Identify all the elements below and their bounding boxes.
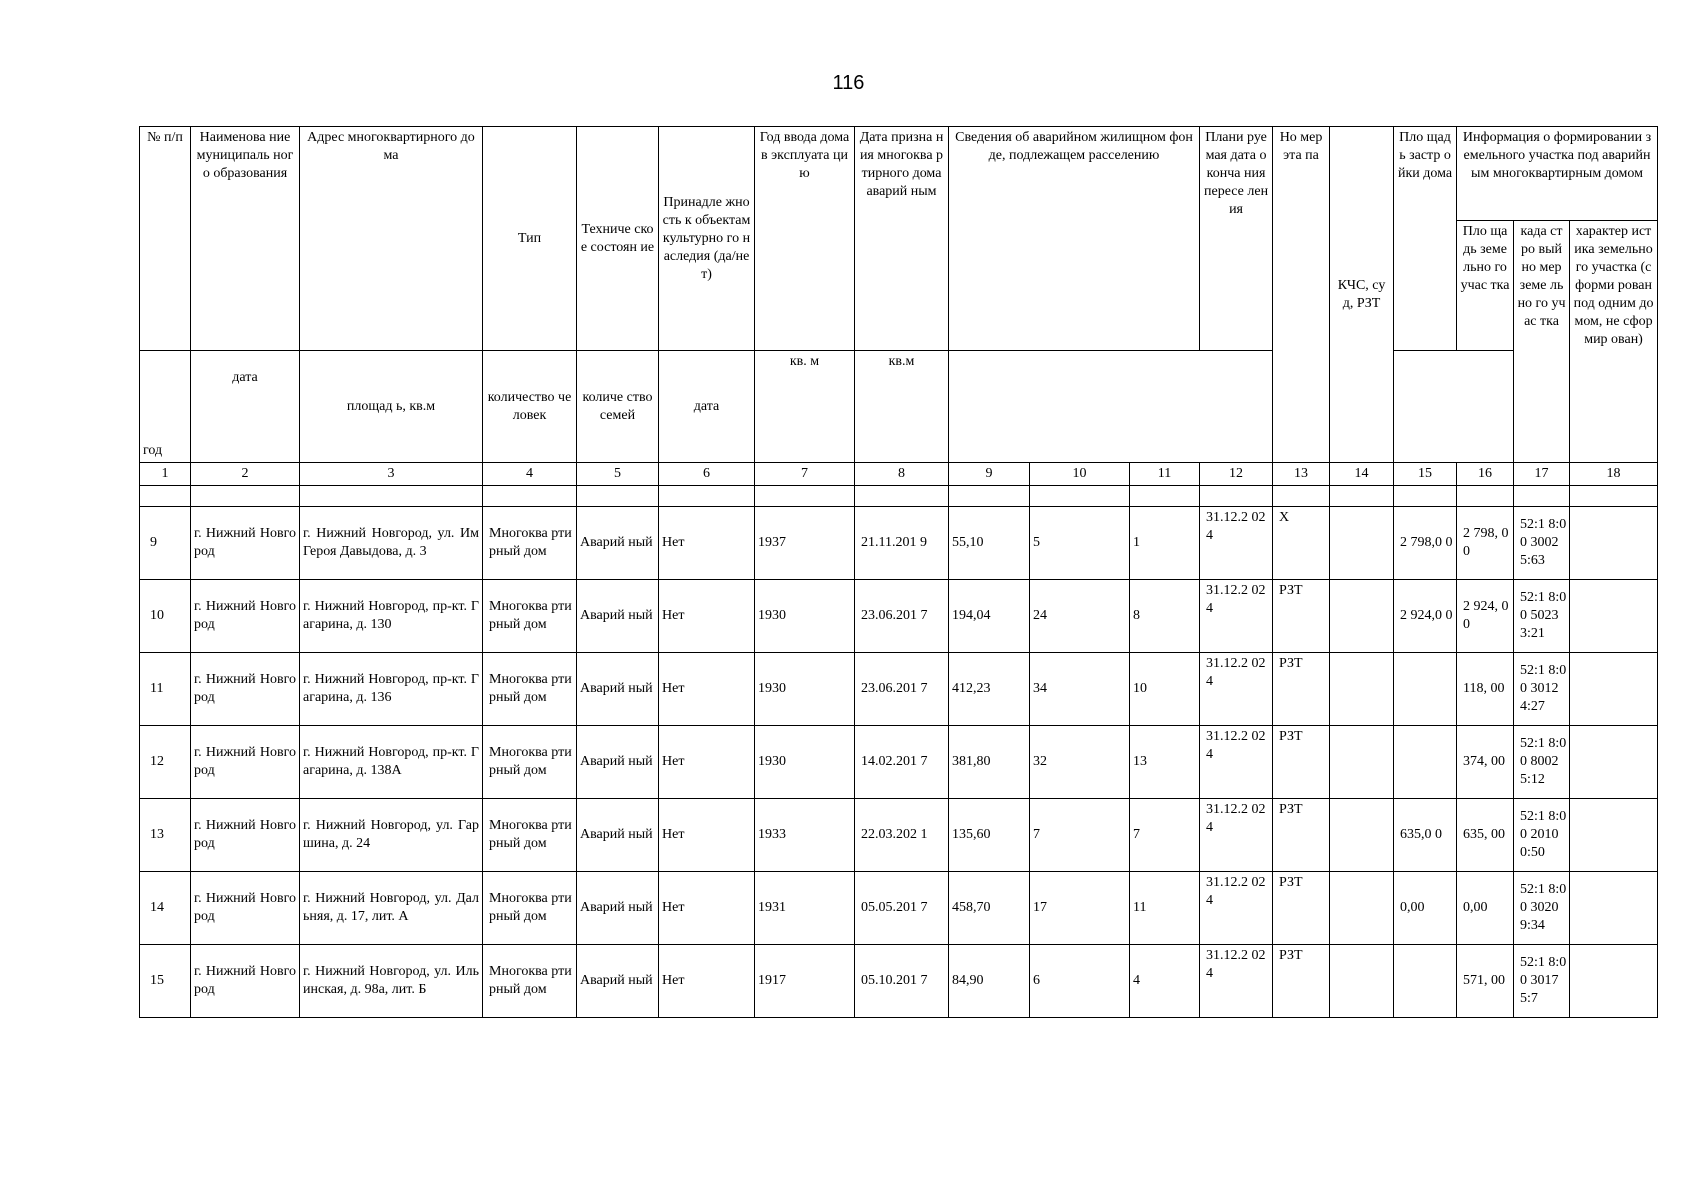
column-number: 12 — [1200, 463, 1273, 486]
header-build-area-unit: кв. м — [755, 351, 855, 463]
stage-cell: РЗТ — [1273, 580, 1330, 653]
date-recognized-cell: 23.06.201 7 — [855, 653, 949, 726]
address-cell: г. Нижний Новгород, ул. Им Героя Давыдова, д. 3 — [300, 507, 483, 580]
column-number: 13 — [1273, 463, 1330, 486]
kchs-cell — [1330, 799, 1394, 872]
header-condition: Техниче ское состоян ие — [577, 127, 659, 351]
column-number: 6 — [659, 463, 755, 486]
kchs-cell — [1330, 872, 1394, 945]
land-char-cell — [1570, 507, 1658, 580]
header-planned-date: Плани руемая дата оконча ния пересе ления — [1200, 127, 1273, 351]
people-cell: 5 — [1030, 507, 1130, 580]
address-cell: г. Нижний Новгород, пр-кт. Гагарина, д. 136 — [300, 653, 483, 726]
condition-cell: Аварий ный — [577, 507, 659, 580]
people-cell: 6 — [1030, 945, 1130, 1018]
date-recognized-cell: 23.06.201 7 — [855, 580, 949, 653]
land-char-cell — [1570, 726, 1658, 799]
land-char-cell — [1570, 580, 1658, 653]
table-row — [140, 945, 1658, 1018]
area-cell: 194,04 — [949, 580, 1030, 653]
header-build-area: Пло щадь застр ойки дома — [1394, 127, 1457, 351]
type-cell: Многоква ртирный дом — [483, 507, 577, 580]
cadastral-cell: 52:1 8:00 3002 5:63 — [1514, 507, 1570, 580]
land-char-cell — [1570, 872, 1658, 945]
header-land-area: Пло щадь земе льно го учас тка — [1457, 221, 1514, 351]
kchs-cell — [1330, 726, 1394, 799]
land-area-cell: 0,00 — [1457, 872, 1514, 945]
year-cell: 1937 — [755, 507, 855, 580]
kchs-cell — [1330, 945, 1394, 1018]
stage-cell: РЗТ — [1273, 726, 1330, 799]
planned-date-cell: 31.12.2 024 — [1200, 653, 1273, 726]
build-area-cell — [1394, 726, 1457, 799]
column-number: 14 — [1330, 463, 1394, 486]
header-land-area-unit: кв.м — [855, 351, 949, 463]
municipality-cell: г. Нижний Новгород — [191, 653, 300, 726]
column-number: 16 — [1457, 463, 1514, 486]
land-area-cell: 571, 00 — [1457, 945, 1514, 1018]
table-row — [140, 507, 1658, 580]
header-land-char: характер истика земельно го участка (сформи рован под одним домом, не сформир ован) — [1570, 221, 1658, 463]
planned-date-cell: 31.12.2 024 — [1200, 507, 1273, 580]
year-cell: 1931 — [755, 872, 855, 945]
condition-cell: Аварий ный — [577, 653, 659, 726]
families-cell: 4 — [1130, 945, 1200, 1018]
header-year-unit: год — [140, 351, 191, 463]
people-cell: 34 — [1030, 653, 1130, 726]
planned-date-cell: 31.12.2 024 — [1200, 945, 1273, 1018]
kchs-cell — [1330, 653, 1394, 726]
land-area-cell: 635, 00 — [1457, 799, 1514, 872]
table-row — [140, 872, 1658, 945]
address-cell: г. Нижний Новгород, ул. Ильинская, д. 98а, лит. Б — [300, 945, 483, 1018]
date-recognized-cell: 22.03.202 1 — [855, 799, 949, 872]
planned-date-cell: 31.12.2 024 — [1200, 726, 1273, 799]
planned-date-cell: 31.12.2 024 — [1200, 580, 1273, 653]
column-number: 1 — [140, 463, 191, 486]
year-cell: 1930 — [755, 653, 855, 726]
type-cell: Многоква ртирный дом — [483, 799, 577, 872]
cadastral-cell: 52:1 8:00 3020 9:34 — [1514, 872, 1570, 945]
date-recognized-cell: 14.02.201 7 — [855, 726, 949, 799]
header-area: площад ь, кв.м — [300, 351, 483, 463]
header-families: количе ство семей — [577, 351, 659, 463]
table-row — [140, 580, 1658, 653]
stage-cell: РЗТ — [1273, 945, 1330, 1018]
families-cell: 1 — [1130, 507, 1200, 580]
area-cell: 458,70 — [949, 872, 1030, 945]
table-header — [140, 127, 1658, 507]
families-cell: 13 — [1130, 726, 1200, 799]
build-area-cell: 2 798,0 0 — [1394, 507, 1457, 580]
families-cell: 7 — [1130, 799, 1200, 872]
municipality-cell: г. Нижний Новгород — [191, 945, 300, 1018]
column-number: 8 — [855, 463, 949, 486]
column-number: 2 — [191, 463, 300, 486]
heritage-cell: Нет — [659, 653, 755, 726]
municipality-cell: г. Нижний Новгород — [191, 872, 300, 945]
area-cell: 412,23 — [949, 653, 1030, 726]
emergency-housing-table — [139, 126, 1658, 1018]
condition-cell: Аварий ный — [577, 580, 659, 653]
land-char-cell — [1570, 653, 1658, 726]
cadastral-cell: 52:1 8:00 3017 5:7 — [1514, 945, 1570, 1018]
header-date-unit: дата — [191, 351, 300, 463]
column-number: 17 — [1514, 463, 1570, 486]
cadastral-cell: 52:1 8:00 2010 0:50 — [1514, 799, 1570, 872]
heritage-cell: Нет — [659, 799, 755, 872]
heritage-cell: Нет — [659, 726, 755, 799]
column-number: 4 — [483, 463, 577, 486]
municipality-cell: г. Нижний Новгород — [191, 799, 300, 872]
address-cell: г. Нижний Новгород, ул. Дальняя, д. 17, лит. А — [300, 872, 483, 945]
header-kchs: КЧС, суд, РЗТ — [1330, 127, 1394, 463]
build-area-cell: 2 924,0 0 — [1394, 580, 1457, 653]
header-planned-date-unit: дата — [659, 351, 755, 463]
stage-cell: РЗТ — [1273, 799, 1330, 872]
stage-cell: X — [1273, 507, 1330, 580]
date-recognized-cell: 05.05.201 7 — [855, 872, 949, 945]
municipality-cell: г. Нижний Новгород — [191, 507, 300, 580]
header-housing-info: Сведения об аварийном жилищном фонде, подлежащем расселению — [949, 127, 1200, 351]
land-char-cell — [1570, 799, 1658, 872]
row-number: 12 — [140, 726, 191, 799]
year-cell: 1930 — [755, 726, 855, 799]
table-row — [140, 799, 1658, 872]
land-area-cell: 374, 00 — [1457, 726, 1514, 799]
header-stage: Но мер эта па — [1273, 127, 1330, 463]
year-cell: 1933 — [755, 799, 855, 872]
column-number: 10 — [1030, 463, 1130, 486]
column-number: 7 — [755, 463, 855, 486]
land-area-cell: 2 924, 00 — [1457, 580, 1514, 653]
heritage-cell: Нет — [659, 507, 755, 580]
families-cell: 11 — [1130, 872, 1200, 945]
condition-cell: Аварий ный — [577, 872, 659, 945]
stage-cell: РЗТ — [1273, 653, 1330, 726]
area-cell: 135,60 — [949, 799, 1030, 872]
build-area-cell: 635,0 0 — [1394, 799, 1457, 872]
header-type: Тип — [483, 127, 577, 351]
heritage-cell: Нет — [659, 580, 755, 653]
area-cell: 84,90 — [949, 945, 1030, 1018]
kchs-cell — [1330, 507, 1394, 580]
column-number: 5 — [577, 463, 659, 486]
kchs-cell — [1330, 580, 1394, 653]
type-cell: Многоква ртирный дом — [483, 580, 577, 653]
area-cell: 55,10 — [949, 507, 1030, 580]
address-cell: г. Нижний Новгород, ул. Гаршина, д. 24 — [300, 799, 483, 872]
header-year: Год ввода дома в эксплуата цию — [755, 127, 855, 351]
type-cell: Многоква ртирный дом — [483, 872, 577, 945]
date-recognized-cell: 05.10.201 7 — [855, 945, 949, 1018]
year-cell: 1930 — [755, 580, 855, 653]
heritage-cell: Нет — [659, 945, 755, 1018]
land-area-cell: 2 798, 00 — [1457, 507, 1514, 580]
row-number: 13 — [140, 799, 191, 872]
cadastral-cell: 52:1 8:00 8002 5:12 — [1514, 726, 1570, 799]
row-number: 9 — [140, 507, 191, 580]
build-area-cell: 0,00 — [1394, 872, 1457, 945]
row-number: 10 — [140, 580, 191, 653]
type-cell: Многоква ртирный дом — [483, 726, 577, 799]
planned-date-cell: 31.12.2 024 — [1200, 799, 1273, 872]
build-area-cell — [1394, 945, 1457, 1018]
row-number: 11 — [140, 653, 191, 726]
header-cadastral: када стро вый но мер земе льно го учас тка — [1514, 221, 1570, 463]
people-cell: 24 — [1030, 580, 1130, 653]
address-cell: г. Нижний Новгород, пр-кт. Гагарина, д. 138А — [300, 726, 483, 799]
municipality-cell: г. Нижний Новгород — [191, 726, 300, 799]
heritage-cell: Нет — [659, 872, 755, 945]
column-number: 9 — [949, 463, 1030, 486]
municipality-cell: г. Нижний Новгород — [191, 580, 300, 653]
table-row — [140, 653, 1658, 726]
spacer-row — [140, 486, 1658, 507]
header-municipality: Наименова ние муниципаль ного образования — [191, 127, 300, 351]
people-cell: 17 — [1030, 872, 1130, 945]
address-cell: г. Нижний Новгород, пр-кт. Гагарина, д. 130 — [300, 580, 483, 653]
column-number: 18 — [1570, 463, 1658, 486]
condition-cell: Аварий ный — [577, 945, 659, 1018]
header-date-recognized: Дата призна ния многоква ртирного дома аварий ным — [855, 127, 949, 351]
column-number: 11 — [1130, 463, 1200, 486]
condition-cell: Аварий ный — [577, 726, 659, 799]
people-cell: 7 — [1030, 799, 1130, 872]
area-cell: 381,80 — [949, 726, 1030, 799]
type-cell: Многоква ртирный дом — [483, 653, 577, 726]
land-char-cell — [1570, 945, 1658, 1018]
header-address: Адрес многоквартирного дома — [300, 127, 483, 351]
header-people: количество человек — [483, 351, 577, 463]
stage-cell: РЗТ — [1273, 872, 1330, 945]
cadastral-cell: 52:1 8:00 3012 4:27 — [1514, 653, 1570, 726]
year-cell: 1917 — [755, 945, 855, 1018]
cadastral-cell: 52:1 8:00 5023 3:21 — [1514, 580, 1570, 653]
header-land-info: Информация о формировании земельного участка под аварийным многоквартирным домом — [1457, 127, 1658, 221]
land-area-cell: 118, 00 — [1457, 653, 1514, 726]
header-heritage: Принадле жность к объектам культурно го наследия (да/нет) — [659, 127, 755, 351]
date-recognized-cell: 21.11.201 9 — [855, 507, 949, 580]
type-cell: Многоква ртирный дом — [483, 945, 577, 1018]
condition-cell: Аварий ный — [577, 799, 659, 872]
build-area-cell — [1394, 653, 1457, 726]
families-cell: 8 — [1130, 580, 1200, 653]
row-number: 15 — [140, 945, 191, 1018]
column-number-row — [140, 463, 1658, 486]
column-number: 3 — [300, 463, 483, 486]
page-number: 116 — [832, 72, 865, 94]
families-cell: 10 — [1130, 653, 1200, 726]
table-row — [140, 726, 1658, 799]
column-number: 15 — [1394, 463, 1457, 486]
table-body — [140, 507, 1658, 1018]
people-cell: 32 — [1030, 726, 1130, 799]
header-number: № п/п — [140, 127, 191, 351]
planned-date-cell: 31.12.2 024 — [1200, 872, 1273, 945]
row-number: 14 — [140, 872, 191, 945]
